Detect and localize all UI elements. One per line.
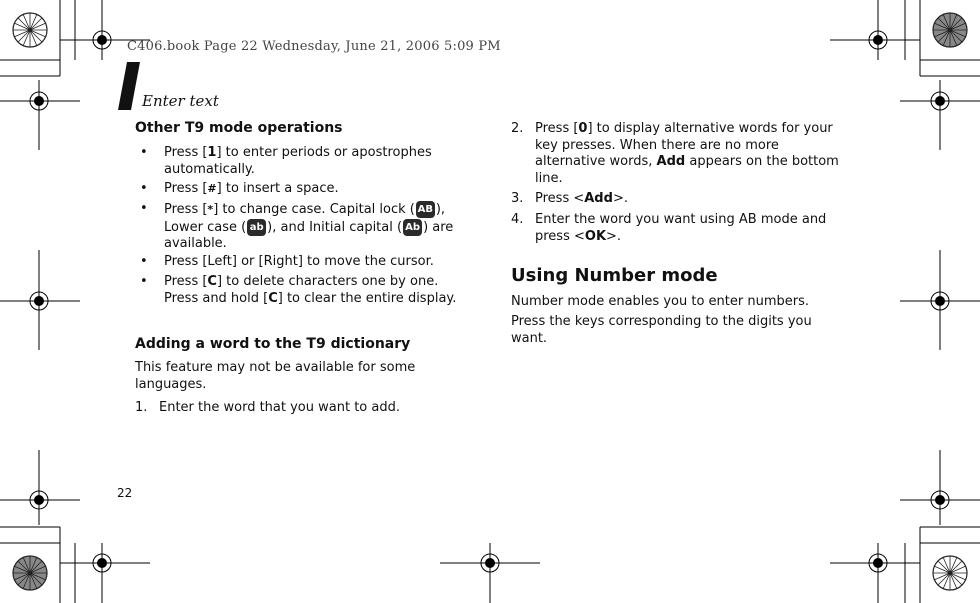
initial-capital-icon: Ab	[403, 219, 422, 236]
number-mode-para-2: Press the keys corresponding to the digits you want.	[511, 314, 812, 346]
print-header: C406.book Page 22 Wednesday, June 21, 2006 5:09 PM	[127, 39, 501, 54]
step-text: >.	[606, 228, 622, 244]
step-number: 2.	[511, 121, 524, 136]
step-text: appears on the bottom line.	[535, 154, 839, 186]
bullet-text: ), Lower case (	[164, 202, 446, 235]
lower-case-icon: ab	[247, 219, 266, 236]
step-text: Enter the word you want using AB mode and press <	[535, 212, 827, 244]
bullet-text: ), and Initial capital (	[267, 219, 403, 235]
bullet-text: ] to insert a space.	[216, 181, 339, 196]
bullet-text: ) are available.	[164, 219, 454, 251]
step-text: Enter the word that you want to add.	[159, 400, 400, 415]
hash-key-icon: #	[207, 182, 217, 195]
heading-number-mode: Using Number mode	[511, 265, 718, 286]
key-0: 0	[578, 121, 588, 136]
capital-lock-icon: AB	[416, 201, 435, 218]
section-title: Enter text	[142, 92, 219, 110]
number-mode-para-1: Number mode enables you to enter numbers.	[511, 294, 809, 309]
bullet-text: Press [	[164, 202, 208, 217]
add-label: Add	[656, 154, 686, 169]
step-number: 4.	[511, 212, 524, 227]
bullet-text: ] to delete characters one by one. Press and hold [	[164, 274, 439, 306]
key-1: 1	[207, 145, 217, 160]
bullet-text: Press [	[164, 181, 208, 196]
bullet-text: Press [	[164, 145, 208, 160]
key-c: C	[207, 274, 217, 289]
key-c: C	[268, 290, 278, 306]
bullet-text: ] to change case. Capital lock (	[213, 202, 415, 217]
bullet-text: Press [Left] or [Right] to move the cursor.	[164, 254, 434, 269]
bullet-text: Press [	[164, 274, 208, 289]
ok-softkey: OK	[584, 228, 607, 244]
star-key-icon: *	[207, 203, 214, 216]
note-paragraph: This feature may not be available for some languages.	[135, 360, 416, 392]
bullet-text: ] to clear the entire display.	[277, 290, 457, 306]
step-text: Press [	[535, 121, 579, 136]
step-number: 3.	[511, 191, 524, 206]
step-text: >.	[612, 191, 628, 206]
step-text: ] to display alternative words for your key presses. When there are no more alternative words,	[535, 121, 833, 169]
heading-add-word: Adding a word to the T9 dictionary	[135, 336, 411, 352]
page-number: 22	[117, 486, 133, 500]
heading-other-t9: Other T9 mode operations	[135, 120, 343, 136]
step-number: 1.	[135, 400, 148, 415]
step-text: Press <	[535, 191, 585, 206]
add-softkey: Add	[584, 191, 613, 206]
bullet-text: ] to enter periods or apostrophes automatically.	[164, 145, 432, 177]
